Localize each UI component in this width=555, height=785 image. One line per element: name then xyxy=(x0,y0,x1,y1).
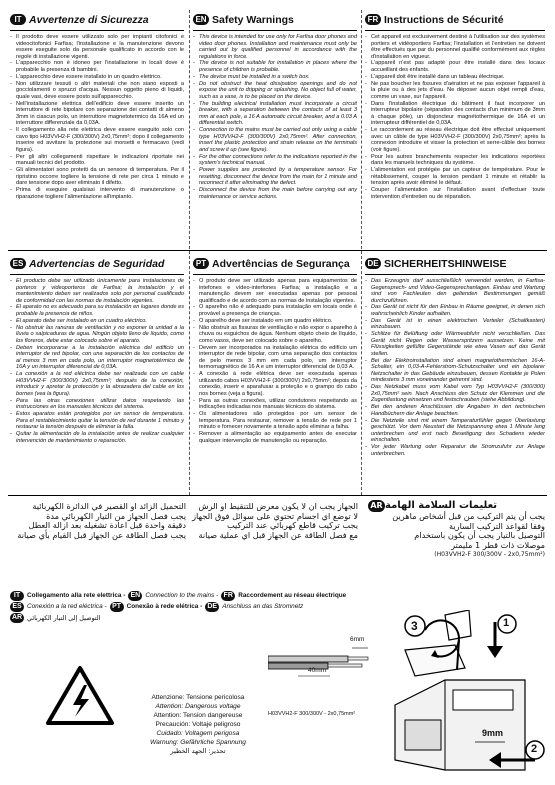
warning-item: - Não obstruir as fissuras de ventilação e não expor o aparelho à chuva ou esguichos de água. Nenhum objeto cheio de líquido, como vasos, deve ser colocado sobre o aparelho. xyxy=(193,325,357,345)
warning-item: - Os alimentadores são protegidos por um sensor de temperatura. Para restaurar, remover a tensão de rede por 1 minuto e fornecer novamente a tensão após eliminar a falha. xyxy=(193,411,357,431)
warning-item: - Il collegamento alla rete elettrica deve essere eseguito solo con cavo tipo H03VVH2-F (300/300V) 2x0,75mm²; dopo il collegamento inserire ed avvitare la protezione sui morsetti e fermacavo (vedi figura). xyxy=(10,127,184,153)
arabic-line: لا توضع اي اجسام تحتوي على سوائل فوق الجهاز xyxy=(192,510,358,521)
arabic-line: مع فصل الطاقة عن الجهاز قبل اي عملية صيانة xyxy=(198,529,358,540)
language-badge: AR xyxy=(368,500,385,512)
language-badge: DE xyxy=(365,258,381,269)
warning-item: - Estos aparatos están protegidos por un sensor de temperatura. Para el restablecimiento quitar la tensión de red durante 1 minuto y restaurar la tensión después de eliminar la falla. xyxy=(10,411,184,431)
column-divider xyxy=(189,10,190,495)
warning-item: - L'alimentation est protégée par un capteur de température. Pour le rétablissement, couper la tension pendant 1 minute et rétablir la tension après avoir éliminé le défaut. xyxy=(365,167,545,187)
arabic-line: التوصيل بالتيار يجب أن يكون باستخدام xyxy=(414,530,545,541)
section-de xyxy=(365,256,545,494)
warning-triangle-icon xyxy=(45,665,115,727)
section-title: SICHERHEITSHINWEISE xyxy=(384,257,507,270)
section-title: Instructions de Sécurité xyxy=(384,13,504,26)
connection-label: Conexão à rede elétrica - xyxy=(126,603,203,610)
warning-list xyxy=(365,34,545,200)
warning-item: - L'apparecchio non è idoneo per l'installazione in locali dove è probabile la presenza di bambini. xyxy=(10,60,184,73)
warning-item: - Das Gerät ist in einen elektrischen Verteiler (Schaltkasten) einzubauen. xyxy=(365,318,545,331)
warning-item: - No obstruir las ranuras de ventilación y no exponer la unidad a la lluvia o salpicaduras de agua. Ningún objeto lleno de líquido, como los floreros, debe estar colocado sobre el aparato. xyxy=(10,325,184,345)
connection-row xyxy=(10,601,350,612)
warning-line: تحذير: الجهد الخطير xyxy=(170,747,226,755)
row-divider xyxy=(8,495,547,496)
language-badge: ES xyxy=(10,602,24,612)
danger-voltage-notice xyxy=(150,693,246,756)
cable-spec: (H03VVH2-F 300/300V - 2x0,75mm²) xyxy=(434,551,545,559)
section-title: Avvertenze di Sicurezza xyxy=(29,13,149,26)
title-rule xyxy=(10,30,184,31)
terminal-installation-drawing xyxy=(385,610,545,780)
dimension-label: 9mm xyxy=(482,728,504,738)
row-divider xyxy=(8,250,547,251)
warning-item: - L'appareil n'est pas adapté pour être installé dans des locaux accueillant des enfants. xyxy=(365,60,545,73)
warning-item: - Deben incorporarse a la instalación eléctrica del edificio un interruptor de red bipolar, con una separación de los contactos de al menos 3 mm en cada polo, un interruptor magnetotérmico de 16A y un interruptor diferencial de 0,03A. xyxy=(10,345,184,371)
warning-item: - For the other connections refer to the indications reported in the system's technical manual. xyxy=(193,154,357,167)
section-header xyxy=(10,12,184,27)
warning-item: - El aparato no es adecuado para su instalación en lugares donde es probable la presencia de niños. xyxy=(10,304,184,317)
warning-item: - Die Netzteile sind mit einem Temperaturfühler gegen Überlastung geschützt. Vor dem Neustart die Netzspannung etwa 1 Minute lang unterbrechen und erst nach Beseitigung des Schadens wieder einschalten. xyxy=(365,418,545,444)
warning-item: - O produto deve ser utilizado apenas para equipamentos de intefones e vídeo-interfones Farfisa; a instalação e a manutenção devem ser executadas apenas por pessoal qualificado e de acordo com as normas de instalação vigentes. xyxy=(193,278,357,304)
warning-line: Precaución: Voltaje peligroso xyxy=(155,721,241,728)
arabic-line: يجب فصل الطاقة عن الجهاز قبل القيام بأي صيانة xyxy=(17,529,186,540)
warning-item: - Bei den anderen Anschlüssen die Angaben in den technischen Handbüchern der Anlage beachten. xyxy=(365,404,545,417)
warning-item: - Per gli altri collegamenti rispettare le indicazioni riportate nei manuali tecnici del prodotto. xyxy=(10,154,184,167)
section-header xyxy=(193,256,357,271)
title-rule xyxy=(365,30,545,31)
section-title: Advertencias de Seguridad xyxy=(29,257,165,270)
dimension-label: 40mm xyxy=(308,667,327,674)
language-badge: IT xyxy=(10,591,24,601)
language-badge: IT xyxy=(10,14,26,25)
warning-item: - Dans l'installation électrique du bâtiment il faut incorporer un interrupteur bipolaire (séparation des contacts d'un minimum de 3mm à chaque pôle), un disjoncteur magnétothermique de 16A et un interrupteur différentiel de 0,03A. xyxy=(365,101,545,127)
connection-label: Collegamento alla rete elettrica - xyxy=(27,592,126,599)
cable-strip-diagram xyxy=(268,640,380,690)
warning-item: - The device must be installed in a switch box. xyxy=(193,74,357,81)
language-badge: AR xyxy=(11,614,23,621)
warning-item: - Bei der Elektroinstallation sind einen magnetothermischen 16-A-Schalter, ein 0,03-A-Fehlerstrom-Schutzschalter und ein bipolarer Netzschalter in das Gebäude einzubauen, dessen Kontakte je Polen mindestens 3 mm voneinander getrennt sind. xyxy=(365,358,545,384)
warning-line: Attenzione: Tensione pericolosa xyxy=(151,694,245,701)
language-badge: PT xyxy=(110,602,124,612)
warning-item: - The device is not suitable for installation in places where the presence of children is probable. xyxy=(193,60,357,73)
title-rule xyxy=(193,30,357,31)
connection-row xyxy=(10,612,350,623)
section-pt xyxy=(193,256,357,494)
connection-label: Raccordement au réseau électrique xyxy=(238,592,347,599)
section-en xyxy=(193,12,357,248)
warning-item: - Das Gerät ist nicht für den Einbau in Räume geeignet, in denen sich wahrscheinlich Kinder aufhalten. xyxy=(365,304,545,317)
connection-row xyxy=(10,590,350,601)
warning-item: - Cet appareil est exclusivement destiné à l'utilisation sur des systèmes portiers et vidéoportiers Farfisa; l'installation et l'entretien ne doivent être effectués que par du personnel qualifié conformément aux règles d'installation en vigueur. xyxy=(365,34,545,60)
step-number: 1 xyxy=(503,617,510,629)
title-rule xyxy=(365,274,545,275)
warning-item: - El aparato debe ser instalado en un cuadro eléctrico. xyxy=(10,318,184,325)
warning-item: - Das Erzeugnis darf ausschließlich verwendet werden, in Farfisa-Gegensprech- und Video-Gegensprechanlagen. Einbau und Wartung sind von Fachleuten den geltenden Bestimmungen gemäß durchzuführen. xyxy=(365,278,545,304)
warning-list xyxy=(10,278,184,444)
column-divider xyxy=(361,10,362,495)
section-header xyxy=(10,256,184,271)
connection-label: Anschluss an das Stromnetz xyxy=(222,603,304,610)
section-title: Safety Warnings xyxy=(212,13,294,26)
warning-item: - Quitar la alimentación de la instalación antes de realizar cualquier intervención de mantenimiento o reparación. xyxy=(10,431,184,444)
warning-list xyxy=(365,278,545,457)
warning-item: - Pour les autres branchements respecter les indications reportées dans les manuels techniques du système. xyxy=(365,154,545,167)
warning-item: - Prima di eseguire qualsiasi intervento di manutenzione o riparazione togliere l'alimentazione all'impianto. xyxy=(10,187,184,200)
cable-spec-label: H03VVH2-F 300/300V - 2x0,75mm² xyxy=(268,711,356,717)
language-badge: EN xyxy=(128,591,142,601)
warning-item: - L'apparecchio deve essere installato in un quadro elettrico. xyxy=(10,74,184,81)
warning-item: - Gli alimentatori sono protetti da un sensore di temperatura. Per il ripristino occorre togliere la tensione di rete per circa 1 minuto e dare tensione dopo aver eliminato il difetto. xyxy=(10,167,184,187)
arabic-line: يجب أن يتم التركيب من قبل أشخاص ماهرين xyxy=(392,511,545,521)
language-badge: PT xyxy=(193,258,209,269)
arabic-line: وفقا لقواعد التركيب السارية xyxy=(449,520,545,531)
arabic-line: موصلات ذات قطر 1 مليمتر xyxy=(451,539,545,550)
connection-legend xyxy=(10,590,350,623)
warning-item: - The building electrical installation must incorporate a circuit breaker, with a separation between the contacts of at least 3 mm at each pole, a 16 A automatic circuit breaker, and a 0.03 A differential switch. xyxy=(193,101,357,127)
arabic-line: دقيقة واحدة قبل اعادة تشغيله بعد ازالة العطل xyxy=(28,520,186,531)
warning-item: - This device is intended for use only for Farfisa door phones and video door phones. Installation and maintenance must only be carried out by qualified personnel in accordance with the regulations in force. xyxy=(193,34,357,60)
connection-label: Conexión a la red eléctrica - xyxy=(27,603,107,610)
warning-item: - Das Netzkabel muss vom Kabel vom Typ H03VVH2-F (300/300) 2x0,75mm² sein. Nach Anschluss den Schutz der Klemmen und die Zugentlastung einsetzen und festschrauben (siehe Abbildung). xyxy=(365,384,545,404)
warning-item: - Remover a alimentação ao equipamento antes de executar qualquer intervenção de manutenção ou reparação. xyxy=(193,431,357,444)
section-header xyxy=(193,12,357,27)
warning-item: - Couper l'alimentation sur l'installation avant d'effectuer toute intervention d'entretien ou de réparation. xyxy=(365,187,545,200)
arabic-block-right xyxy=(365,500,545,560)
section-header xyxy=(365,256,545,271)
step-number: 2 xyxy=(531,743,538,755)
warning-list xyxy=(193,34,357,200)
warning-item: - Ne pas boucher les fissures d'aération et ne pas exposer l'appareil à la pluie ou à des jets d'eau. Ne déposer aucun objet rempli d'eau, comme un vase, sur l'appareil. xyxy=(365,81,545,101)
section-fr xyxy=(365,12,545,248)
warning-line: Attention: Tension dangereuse xyxy=(153,712,243,719)
warning-item: - Il prodotto deve essere utilizzato solo per impianti citofonici e videocitofonici Farfisa; l'installazione e la manutenzione devono essere eseguite solo da personale qualificato in accordo con le regole di installazione vigenti. xyxy=(10,34,184,60)
warning-item: - La conexión a la red eléctrica debe ser realizada con un cable H03VVH2-F (300/300V) 2x0,75mm²; después de la conexión, introducir y apretar la protección y la abrazadera del cable en los bornes (vea la figura). xyxy=(10,371,184,397)
section-header xyxy=(365,12,545,27)
language-badge: EN xyxy=(193,14,209,25)
warning-item: - Para las otras conexiones utilizar datos respetando las instrucciones en los manuales técnicos del sistema. xyxy=(10,398,184,411)
warning-item: - Schlitze für Belüftung oder Wärmeabfuhr nicht verschließen. Das Gerät nicht Regen oder Wasserspritzern aussetzen. Keine mit Flüssigkeiten gefüllte Gegenstände wie etwa Vasen auf das Gerät stellen. xyxy=(365,331,545,357)
warning-item: - Non utilizzare tessuti o altri materiali che non siano esposti a gocciolamenti o spruzzi d'acqua. Nessun oggetto pieno di liquidi, quale vasi, deve essere posto sull'apparecchio. xyxy=(10,81,184,101)
warning-item: - O aparelho deve ser instalado em um quadro elétrico. xyxy=(193,318,357,325)
arabic-line: التحميل الزائد او القصير في الدائرة الكهربائية xyxy=(32,501,186,511)
warning-item: - Do not obstruct the heat dissipation openings and do not expose the unit to dripping or splashing. No object full of water, such as a vase, is to be placed on the device. xyxy=(193,81,357,101)
warning-item: - Devem ser incorporados na instalação elétrica do edifício um interruptor de rede bipolar, com uma separação dos contactos de pelo menos 3 mm em cada polo, um interruptor termomagnético de 16 A e um interruptor diferencial de 0,03 A. xyxy=(193,345,357,371)
section-es xyxy=(10,256,184,494)
warning-item: - Le raccordement au réseau électrique doit être effectué uniquement avec un câble de type H03VVH2-F (300/300V) 2x0,75mm²; après la connexion introduire et visser la protection et serre-câble des bornes (voir figure). xyxy=(365,127,545,153)
language-badge: ES xyxy=(10,258,26,269)
language-badge: DE xyxy=(205,602,219,612)
warning-item: - Nell'installazione elettrica dell'edificio deve essere inserito un interruttore di rete bipolare con separazione dei contatti di almeno 3mm in ciascun polo, un interruttore magnetotermico da 16A ed un interruttore differenziale da 0,03A. xyxy=(10,101,184,127)
connection-label: التوصيل إلى التيار الكهربائي xyxy=(27,613,101,622)
connection-label: Connection to the mains - xyxy=(145,592,219,599)
section-title: Advertências de Segurança xyxy=(212,257,350,270)
dimension-label: 6mm xyxy=(350,636,365,643)
arabic-line: الجهاز يجب ان لا يكون معرض للتنقيط او الرش xyxy=(198,501,358,511)
arabic-line: يجب تركيب قاطع كهربائي عند التركيب xyxy=(227,520,358,531)
warning-item: - O aparelho não é adequado para instalação em locais onde é provável a presença de crianças. xyxy=(193,304,357,317)
warning-item: - Connection to the mains must be carried out only using a cable type H03VVH2-F (300/300V) 2x0,75mm². After connection, insert the plastic protection and strain release on the terminals and screw it up (see figure). xyxy=(193,127,357,153)
warning-item: - Para as outras conexões, utilizar condutores respeitando as indicações indicadas nos manuais técnicos do sistema. xyxy=(193,398,357,411)
step-number: 3 xyxy=(411,619,418,633)
title-rule xyxy=(193,274,357,275)
arabic-block-left xyxy=(10,502,186,540)
warning-item: - Power supplies are protected by a temperature sensor. For resetting, disconnect the device from the main for 1 minute and reconnect it after eliminating the defect. xyxy=(193,167,357,187)
language-badge: FR xyxy=(221,591,235,601)
warning-item: - Disconnect the device from the main before carrying out any maintenance or service actions. xyxy=(193,187,357,200)
title-rule xyxy=(10,274,184,275)
warning-line: Warnung: Gefährliche Spannung xyxy=(150,739,246,746)
warning-list xyxy=(193,278,357,444)
warning-item: - A conexão à rede elétrica deve ser executada apenas utilizando cabos H03VVH2-F (300/300V) 2x0,75mm²; depois da conexão, inserir e aparafusar a proteção e o grampo do cabo nos bornes (veja a figura). xyxy=(193,371,357,397)
arabic-line: يجب فصل الجهاز من التيار الكهربائي مدة xyxy=(46,510,186,521)
arabic-block-middle xyxy=(192,502,358,540)
warning-list xyxy=(10,34,184,200)
warning-line: Attention: Dangerous voltage xyxy=(155,703,241,710)
section-it xyxy=(10,12,184,248)
warning-line: Cuidado: Voltagem perigosa xyxy=(156,730,240,737)
warning-item: - Vor jeder Wartung oder Reparatur die Stromzufuhr zur Anlage unterbrechen. xyxy=(365,444,545,457)
warning-item: - L'appareil doit être installé dans un tableau électrique. xyxy=(365,74,545,81)
warning-item: - El producto debe ser utilizado únicamente para instalaciones de porteros y videoporteros de Farfisa; la instalación y el mantenimiento deben ser realizados solo por personal cualificado de conformidad con las normas de instalación vigentes. xyxy=(10,278,184,304)
section-title: تعليمات السلامة الهامة xyxy=(385,500,498,512)
language-badge: FR xyxy=(365,14,381,25)
